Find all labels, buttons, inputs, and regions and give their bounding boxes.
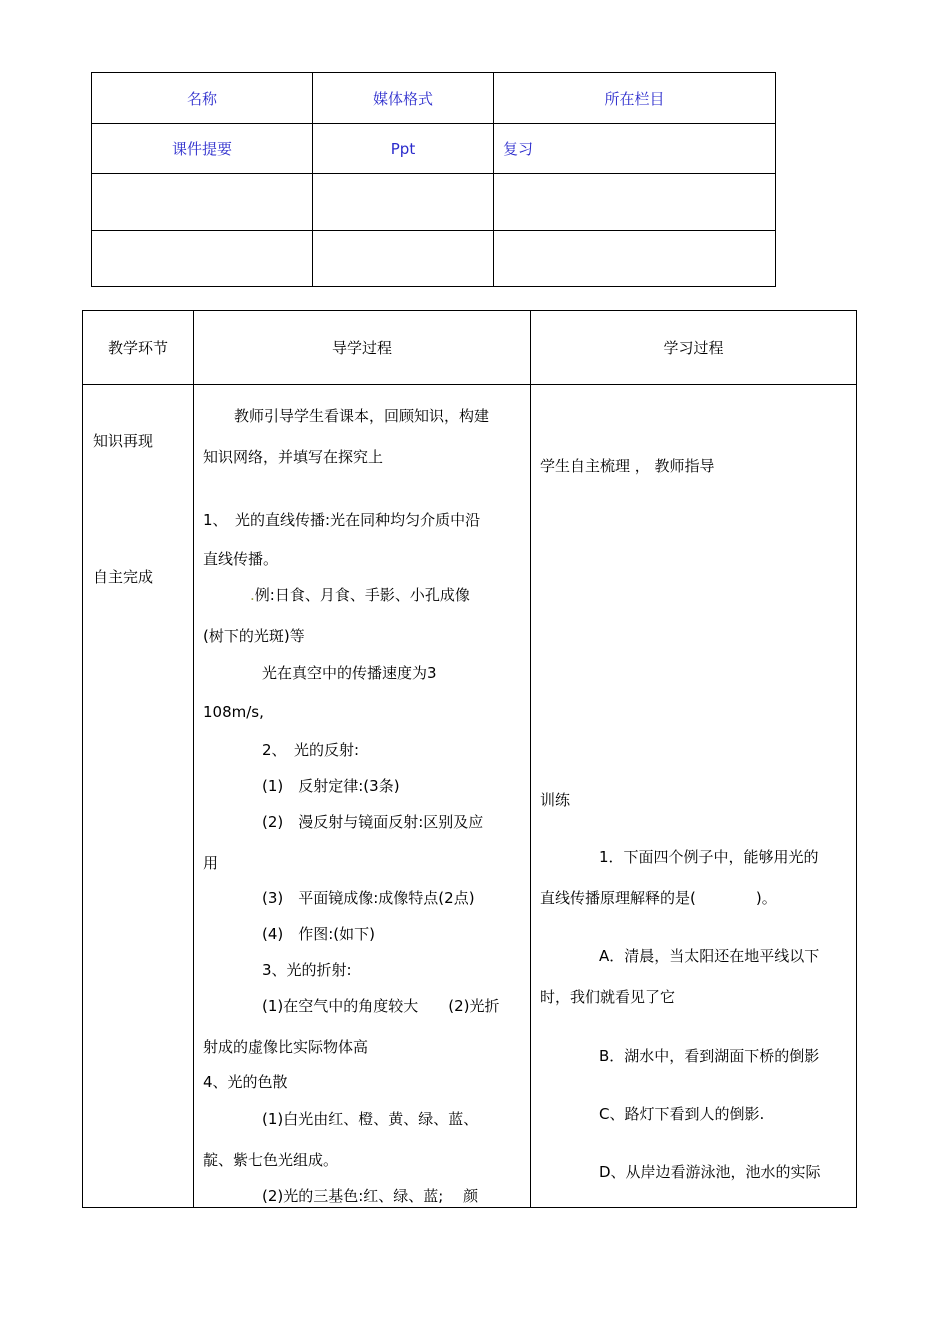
guide-line: (3) 平面镜成像:成像特点(2点) [262,889,475,907]
media-header-row [92,73,776,124]
header-name: 名称 [92,73,313,124]
empty-cell [494,231,776,287]
learning-line: D、从岸边看游泳池，池水的实际 [599,1163,821,1181]
empty-cell [494,174,776,231]
guide-line: (2) 漫反射与镜面反射:区别及应 [262,813,484,831]
guide-line: (1)在空气中的角度较大 (2)光折 [262,997,500,1015]
header-column: 所在栏目 [494,73,776,124]
header-guide: 导学过程 [194,311,531,385]
guide-line: 射成的虚像比实际物体高 [203,1038,369,1056]
guide-line [250,584,470,605]
lesson-table [82,310,857,1208]
guide-line: 用 [203,854,219,872]
guide-line: (4) 作图:(如下) [262,925,376,943]
marker-dot: . [250,586,255,604]
media-empty-row [92,231,776,287]
guide-line: (树下的光斑)等 [203,627,305,645]
guide-line: 教师引导学生看课本，回顾知识，构建 [234,407,490,425]
empty-cell [313,231,494,287]
cell-name: 课件提要 [92,124,313,174]
learning-line: 1．下面四个例子中，能够用光的 [599,848,819,866]
learning-cell [531,385,857,1208]
learning-line: B．湖水中，看到湖面下桥的倒影 [599,1047,820,1065]
cell-column: 复习 [494,124,776,174]
guide-example: 例:日食、月食、手影、小孔成像 [254,586,470,604]
stage-cell [83,385,194,1208]
empty-cell [313,174,494,231]
media-table [91,72,776,287]
cell-format: Ppt [313,124,494,174]
guide-line: (1)白光由红、橙、黄、绿、蓝、 [262,1110,479,1128]
media-row [92,124,776,174]
guide-line: 2、 光的反射: [262,741,360,759]
guide-line: 知识网络，并填写在探究上 [203,448,384,466]
guide-line: 3、光的折射: [262,961,352,979]
guide-line: 光在真空中的传播速度为3 [262,664,437,682]
stage-label: 自主完成 [93,568,154,586]
learning-line: 学生自主梳理 ， 教师指导 [540,457,715,475]
lesson-body-row [83,385,857,1208]
empty-cell [92,174,313,231]
lesson-header-row [83,311,857,385]
guide-line: (1) 反射定律:(3条) [262,777,400,795]
guide-line: 108m/s, [203,703,264,721]
guide-line: 1、 光的直线传播:光在同种均匀介质中沿 [203,511,481,529]
empty-cell [92,231,313,287]
media-empty-row [92,174,776,231]
guide-line: 4、光的色散 [203,1073,288,1091]
learning-line: 时，我们就看见了它 [540,988,676,1006]
learning-line: A．清晨，当太阳还在地平线以下 [599,947,820,965]
guide-line: (2)光的三基色:红、绿、蓝; 颜 [262,1187,479,1205]
learning-line: 直线传播原理解释的是( )。 [540,889,777,907]
stage-label: 知识再现 [93,432,154,450]
header-format: 媒体格式 [313,73,494,124]
learning-line: 训练 [540,791,571,809]
guide-line: 靛、紫七色光组成。 [203,1151,339,1169]
header-learning: 学习过程 [531,311,857,385]
guide-cell [194,385,531,1208]
guide-line: 直线传播。 [203,550,279,568]
header-stage: 教学环节 [83,311,194,385]
learning-line: C、路灯下看到人的倒影. [599,1105,765,1123]
